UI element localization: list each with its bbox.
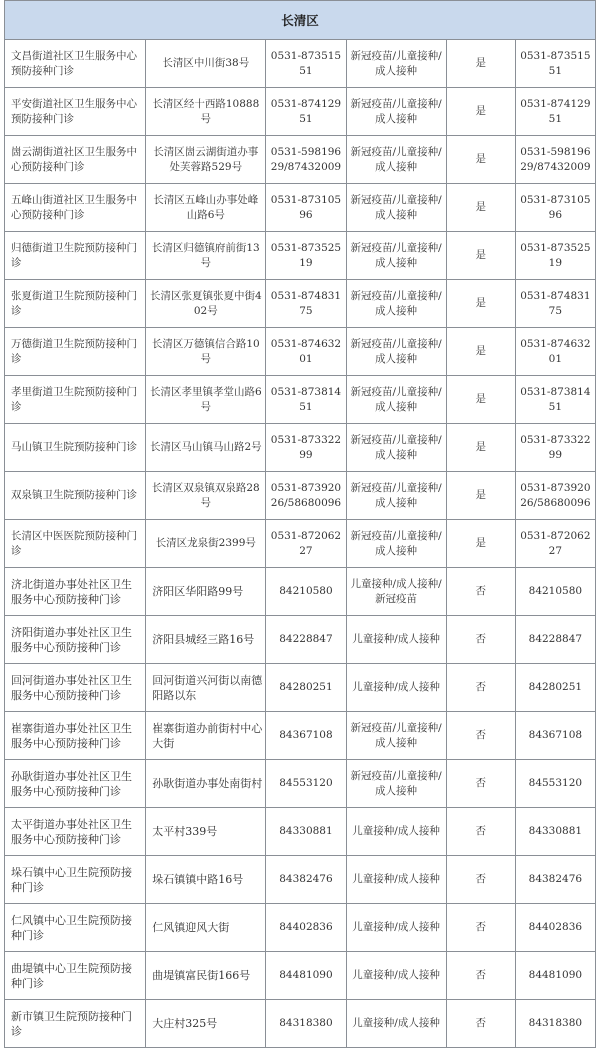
phone-cell: 84330881 xyxy=(266,808,346,856)
address-cell: 长清区归德镇府前街13号 xyxy=(146,232,266,280)
table-row xyxy=(5,664,596,712)
address-cell: 长清区崮云湖街道办事处芙蓉路529号 xyxy=(146,136,266,184)
address-cell: 仁风镇迎风大街 xyxy=(146,904,266,952)
covid-flag-cell: 是 xyxy=(446,136,515,184)
service-cell: 儿童接种/成人接种 xyxy=(346,856,446,904)
contact-phone-cell: 0531-87332299 xyxy=(515,424,595,472)
phone-cell: 84402836 xyxy=(266,904,346,952)
covid-flag-cell: 否 xyxy=(446,904,515,952)
contact-phone-cell: 84330881 xyxy=(515,808,595,856)
phone-cell: 0531-87483175 xyxy=(266,280,346,328)
address-cell: 长清区中川街38号 xyxy=(146,40,266,88)
table-row xyxy=(5,424,596,472)
table-row xyxy=(5,184,596,232)
service-cell: 儿童接种/成人接种 xyxy=(346,904,446,952)
clinic-name-cell: 济北街道办事处社区卫生服务中心预防接种门诊 xyxy=(5,568,146,616)
phone-cell: 0531-87392026/58680096 xyxy=(266,472,346,520)
contact-phone-cell: 0531-87463201 xyxy=(515,328,595,376)
address-cell: 回河街道兴河街以南德阳路以东 xyxy=(146,664,266,712)
covid-flag-cell: 否 xyxy=(446,856,515,904)
service-cell: 儿童接种/成人接种/新冠疫苗 xyxy=(346,568,446,616)
phone-cell: 84318380 xyxy=(266,1000,346,1048)
contact-phone-cell: 0531-87351551 xyxy=(515,40,595,88)
phone-cell: 84382476 xyxy=(266,856,346,904)
address-cell: 长清区万德镇信合路10号 xyxy=(146,328,266,376)
address-cell: 长清区孝里镇孝堂山路6号 xyxy=(146,376,266,424)
clinic-name-cell: 万德街道卫生院预防接种门诊 xyxy=(5,328,146,376)
clinic-table-container xyxy=(4,0,596,1048)
contact-phone-cell: 0531-87483175 xyxy=(515,280,595,328)
address-cell: 大庄村325号 xyxy=(146,1000,266,1048)
contact-phone-cell: 0531-87381451 xyxy=(515,376,595,424)
table-row xyxy=(5,232,596,280)
contact-phone-cell: 84280251 xyxy=(515,664,595,712)
clinic-name-cell: 曲堤镇中心卫生院预防接种门诊 xyxy=(5,952,146,1000)
address-cell: 长清区马山镇马山路2号 xyxy=(146,424,266,472)
address-cell: 崔寨街道办前街村中心大街 xyxy=(146,712,266,760)
covid-flag-cell: 否 xyxy=(446,568,515,616)
phone-cell: 0531-59819629/87432009 xyxy=(266,136,346,184)
covid-flag-cell: 是 xyxy=(446,520,515,568)
phone-cell: 0531-87310596 xyxy=(266,184,346,232)
service-cell: 儿童接种/成人接种 xyxy=(346,808,446,856)
phone-cell: 0531-87352519 xyxy=(266,232,346,280)
contact-phone-cell: 84210580 xyxy=(515,568,595,616)
table-row xyxy=(5,808,596,856)
contact-phone-cell: 84318380 xyxy=(515,1000,595,1048)
table-row xyxy=(5,568,596,616)
clinic-name-cell: 孝里街道卫生院预防接种门诊 xyxy=(5,376,146,424)
table-row xyxy=(5,40,596,88)
table-row xyxy=(5,376,596,424)
covid-flag-cell: 是 xyxy=(446,88,515,136)
table-row xyxy=(5,520,596,568)
phone-cell: 0531-87412951 xyxy=(266,88,346,136)
table-row xyxy=(5,760,596,808)
contact-phone-cell: 0531-87310596 xyxy=(515,184,595,232)
service-cell: 新冠疫苗/儿童接种/成人接种 xyxy=(346,40,446,88)
contact-phone-cell: 0531-87392026/58680096 xyxy=(515,472,595,520)
clinic-name-cell: 太平街道办事处社区卫生服务中心预防接种门诊 xyxy=(5,808,146,856)
service-cell: 新冠疫苗/儿童接种/成人接种 xyxy=(346,232,446,280)
service-cell: 新冠疫苗/儿童接种/成人接种 xyxy=(346,424,446,472)
clinic-name-cell: 归德街道卫生院预防接种门诊 xyxy=(5,232,146,280)
address-cell: 长清区张夏镇张夏中街402号 xyxy=(146,280,266,328)
service-cell: 儿童接种/成人接种 xyxy=(346,616,446,664)
covid-flag-cell: 是 xyxy=(446,232,515,280)
service-cell: 新冠疫苗/儿童接种/成人接种 xyxy=(346,520,446,568)
table-row xyxy=(5,856,596,904)
service-cell: 新冠疫苗/儿童接种/成人接种 xyxy=(346,472,446,520)
service-cell: 儿童接种/成人接种 xyxy=(346,952,446,1000)
table-row xyxy=(5,88,596,136)
address-cell: 太平村339号 xyxy=(146,808,266,856)
service-cell: 新冠疫苗/儿童接种/成人接种 xyxy=(346,376,446,424)
contact-phone-cell: 84481090 xyxy=(515,952,595,1000)
covid-flag-cell: 否 xyxy=(446,808,515,856)
covid-flag-cell: 是 xyxy=(446,424,515,472)
phone-cell: 84280251 xyxy=(266,664,346,712)
address-cell: 长清区五峰山办事处峰山路6号 xyxy=(146,184,266,232)
covid-flag-cell: 否 xyxy=(446,952,515,1000)
address-cell: 济阳区华阳路99号 xyxy=(146,568,266,616)
service-cell: 新冠疫苗/儿童接种/成人接种 xyxy=(346,280,446,328)
contact-phone-cell: 0531-87352519 xyxy=(515,232,595,280)
covid-flag-cell: 否 xyxy=(446,616,515,664)
phone-cell: 0531-87351551 xyxy=(266,40,346,88)
clinic-name-cell: 长清区中医医院预防接种门诊 xyxy=(5,520,146,568)
clinic-name-cell: 平安街道社区卫生服务中心预防接种门诊 xyxy=(5,88,146,136)
address-cell: 孙耿街道办事处南街村 xyxy=(146,760,266,808)
service-cell: 新冠疫苗/儿童接种/成人接种 xyxy=(346,136,446,184)
covid-flag-cell: 否 xyxy=(446,664,515,712)
covid-flag-cell: 是 xyxy=(446,376,515,424)
phone-cell: 84367108 xyxy=(266,712,346,760)
phone-cell: 84228847 xyxy=(266,616,346,664)
contact-phone-cell: 0531-87206227 xyxy=(515,520,595,568)
address-cell: 长清区双泉镇双泉路28号 xyxy=(146,472,266,520)
table-row xyxy=(5,472,596,520)
clinic-name-cell: 济阳街道办事处社区卫生服务中心预防接种门诊 xyxy=(5,616,146,664)
address-cell: 长清区龙泉街2399号 xyxy=(146,520,266,568)
phone-cell: 0531-87463201 xyxy=(266,328,346,376)
table-row xyxy=(5,280,596,328)
contact-phone-cell: 0531-59819629/87432009 xyxy=(515,136,595,184)
clinic-name-cell: 文昌街道社区卫生服务中心预防接种门诊 xyxy=(5,40,146,88)
contact-phone-cell: 84367108 xyxy=(515,712,595,760)
clinic-name-cell: 双泉镇卫生院预防接种门诊 xyxy=(5,472,146,520)
address-cell: 济阳县城经三路16号 xyxy=(146,616,266,664)
covid-flag-cell: 否 xyxy=(446,712,515,760)
clinic-name-cell: 仁风镇中心卫生院预防接种门诊 xyxy=(5,904,146,952)
contact-phone-cell: 0531-87412951 xyxy=(515,88,595,136)
table-row xyxy=(5,712,596,760)
table-row xyxy=(5,952,596,1000)
district-header-row xyxy=(5,1,596,40)
phone-cell: 0531-87332299 xyxy=(266,424,346,472)
service-cell: 新冠疫苗/儿童接种/成人接种 xyxy=(346,328,446,376)
service-cell: 儿童接种/成人接种 xyxy=(346,1000,446,1048)
address-cell: 曲堤镇富民街166号 xyxy=(146,952,266,1000)
phone-cell: 0531-87381451 xyxy=(266,376,346,424)
phone-cell: 84481090 xyxy=(266,952,346,1000)
clinic-name-cell: 垛石镇中心卫生院预防接种门诊 xyxy=(5,856,146,904)
service-cell: 儿童接种/成人接种 xyxy=(346,664,446,712)
clinic-name-cell: 马山镇卫生院预防接种门诊 xyxy=(5,424,146,472)
service-cell: 新冠疫苗/儿童接种/成人接种 xyxy=(346,88,446,136)
clinic-name-cell: 孙耿街道办事处社区卫生服务中心预防接种门诊 xyxy=(5,760,146,808)
table-row xyxy=(5,616,596,664)
contact-phone-cell: 84228847 xyxy=(515,616,595,664)
clinic-name-cell: 崮云湖街道社区卫生服务中心预防接种门诊 xyxy=(5,136,146,184)
clinic-name-cell: 张夏街道卫生院预防接种门诊 xyxy=(5,280,146,328)
table-row xyxy=(5,904,596,952)
service-cell: 新冠疫苗/儿童接种/成人接种 xyxy=(346,712,446,760)
service-cell: 新冠疫苗/儿童接种/成人接种 xyxy=(346,760,446,808)
table-row xyxy=(5,1000,596,1048)
service-cell: 新冠疫苗/儿童接种/成人接种 xyxy=(346,184,446,232)
covid-flag-cell: 否 xyxy=(446,760,515,808)
contact-phone-cell: 84553120 xyxy=(515,760,595,808)
covid-flag-cell: 是 xyxy=(446,328,515,376)
table-row xyxy=(5,328,596,376)
covid-flag-cell: 是 xyxy=(446,40,515,88)
district-title: 长清区 xyxy=(5,1,596,40)
clinic-table xyxy=(4,0,596,1048)
covid-flag-cell: 是 xyxy=(446,280,515,328)
phone-cell: 0531-87206227 xyxy=(266,520,346,568)
contact-phone-cell: 84402836 xyxy=(515,904,595,952)
phone-cell: 84210580 xyxy=(266,568,346,616)
clinic-name-cell: 五峰山街道社区卫生服务中心预防接种门诊 xyxy=(5,184,146,232)
clinic-name-cell: 崔寨街道办事处社区卫生服务中心预防接种门诊 xyxy=(5,712,146,760)
clinic-name-cell: 新市镇卫生院预防接种门诊 xyxy=(5,1000,146,1048)
covid-flag-cell: 是 xyxy=(446,184,515,232)
phone-cell: 84553120 xyxy=(266,760,346,808)
covid-flag-cell: 否 xyxy=(446,1000,515,1048)
table-row xyxy=(5,136,596,184)
address-cell: 长清区经十西路10888号 xyxy=(146,88,266,136)
clinic-name-cell: 回河街道办事处社区卫生服务中心预防接种门诊 xyxy=(5,664,146,712)
contact-phone-cell: 84382476 xyxy=(515,856,595,904)
address-cell: 垛石镇镇中路16号 xyxy=(146,856,266,904)
covid-flag-cell: 是 xyxy=(446,472,515,520)
